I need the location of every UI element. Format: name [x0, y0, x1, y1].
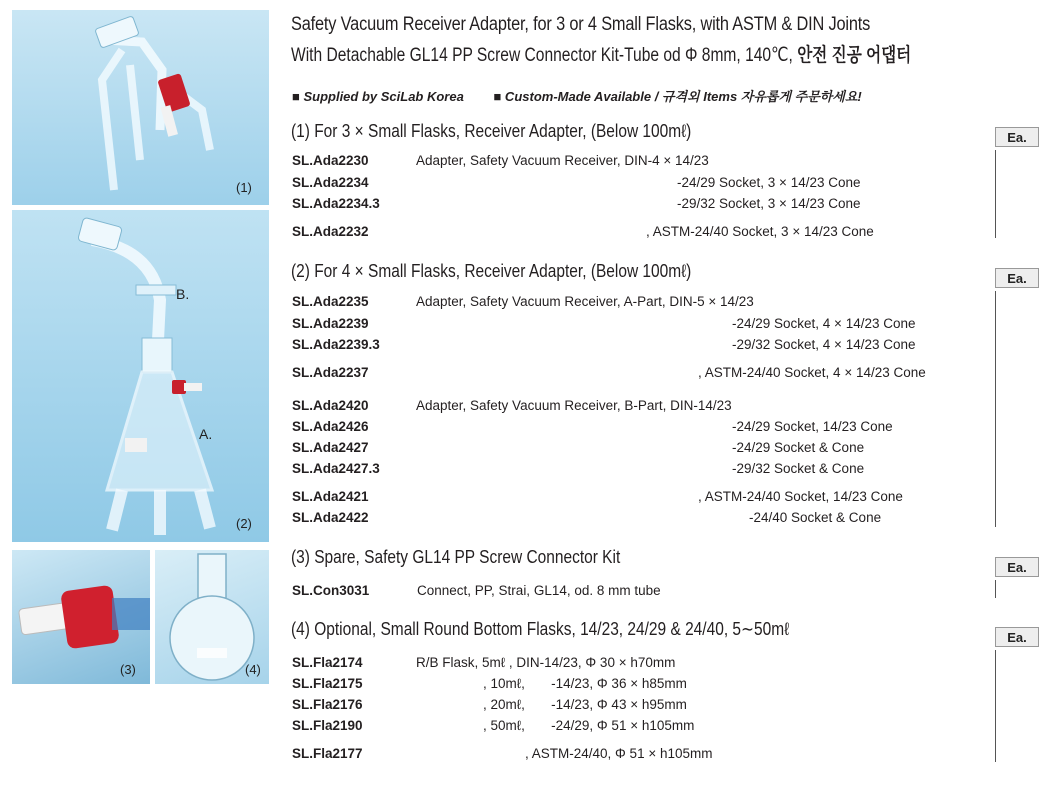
section-4-divider — [995, 650, 996, 762]
adapter-3-flask-image — [12, 10, 269, 205]
adapter-4-flask-image — [12, 210, 269, 542]
product-desc: , ASTM-24/40, Φ 51 × h105mm — [525, 746, 713, 761]
product-code: SL.Ada2234.3 — [292, 196, 380, 211]
product-code: SL.Fla2190 — [292, 718, 363, 733]
product-code: SL.Ada2421 — [292, 489, 369, 504]
section-1-divider — [995, 150, 996, 238]
note-supplier: ■ Supplied by SciLab Korea — [292, 89, 464, 104]
product-desc: -29/32 Socket & Cone — [732, 461, 865, 476]
product-desc: , 10mℓ, -14/23, Φ 36 × h85mm — [483, 676, 687, 691]
product-code: SL.Fla2174 — [292, 655, 363, 670]
product-desc: Adapter, Safety Vacuum Receiver, B-Part, DIN-14/23 — [416, 398, 732, 413]
product-desc: , 20mℓ, -14/23, Φ 43 × h95mm — [483, 697, 687, 712]
photo-1-three-flask-adapter — [12, 10, 269, 205]
section-3-divider — [995, 580, 996, 598]
product-desc: -24/29 Socket & Cone — [732, 440, 865, 455]
section-1-heading: (1) For 3 × Small Flasks, Receiver Adapter, (Below 100mℓ) — [291, 121, 692, 141]
product-desc: , ASTM-24/40 Socket, 14/23 Cone — [698, 489, 903, 504]
product-desc: , 50mℓ, -24/29, Φ 51 × h105mm — [483, 718, 695, 733]
note-custom-made: ■ Custom-Made Available / 규격외 Items 자유롭게 주문하세요! — [493, 89, 862, 104]
photo-2-tag-b: B. — [176, 286, 190, 302]
supplier-notes — [292, 86, 888, 105]
section-3-heading: (3) Spare, Safety GL14 PP Screw Connector Kit — [291, 547, 621, 567]
product-code: SL.Ada2239 — [292, 316, 369, 331]
unit-label-section-3: Ea. — [995, 557, 1039, 577]
product-code: SL.Ada2237 — [292, 365, 369, 380]
product-code: SL.Ada2239.3 — [292, 337, 380, 352]
photo-2-tag-a: A. — [199, 426, 213, 442]
product-desc: -24/29 Socket, 4 × 14/23 Cone — [732, 316, 916, 331]
product-desc: Adapter, Safety Vacuum Receiver, DIN-4 × 14/23 — [416, 153, 709, 168]
unit-label-section-1: Ea. — [995, 127, 1039, 147]
photo-2-label: (2) — [236, 516, 252, 531]
photo-1-label: (1) — [236, 180, 252, 195]
product-code: SL.Ada2427 — [292, 440, 369, 455]
product-code: SL.Ada2235 — [292, 294, 369, 309]
photo-3-screw-connector — [12, 550, 150, 684]
product-desc: -29/32 Socket, 4 × 14/23 Cone — [732, 337, 916, 352]
product-desc: , ASTM-24/40 Socket, 3 × 14/23 Cone — [646, 224, 874, 239]
photo-4-round-bottom-flask — [155, 550, 269, 684]
photo-3-label: (3) — [120, 662, 136, 677]
page-title-line-1: Safety Vacuum Receiver Adapter, for 3 or 4 Small Flasks, with ASTM & DIN Joints — [291, 14, 871, 35]
product-code: SL.Ada2232 — [292, 224, 369, 239]
product-code: SL.Fla2177 — [292, 746, 363, 761]
photo-4-label: (4) — [245, 662, 261, 677]
product-code: SL.Ada2234 — [292, 175, 369, 190]
title-korean-text: 안전 진공 어댑터 — [797, 45, 912, 66]
section-2-divider — [995, 291, 996, 527]
section-4-heading: (4) Optional, Small Round Bottom Flasks, 14/23, 24/29 & 24/40, 5∼50mℓ — [291, 619, 790, 639]
section-2-heading: (2) For 4 × Small Flasks, Receiver Adapter, (Below 100mℓ) — [291, 261, 692, 281]
product-desc: Adapter, Safety Vacuum Receiver, A-Part, DIN-5 × 14/23 — [416, 294, 754, 309]
product-code: SL.Con3031 — [292, 583, 370, 598]
product-desc: , ASTM-24/40 Socket, 4 × 14/23 Cone — [698, 365, 926, 380]
product-code: SL.Ada2426 — [292, 419, 369, 434]
title-spec-text: With Detachable GL14 PP Screw Connector Kit-Tube od Φ 8mm, 140℃, — [291, 45, 798, 66]
unit-label-section-2: Ea. — [995, 268, 1039, 288]
product-code: SL.Fla2176 — [292, 697, 363, 712]
product-desc: -24/29 Socket, 14/23 Cone — [732, 419, 893, 434]
product-desc: -24/40 Socket & Cone — [749, 510, 882, 525]
product-code: SL.Ada2230 — [292, 153, 369, 168]
product-code: SL.Ada2422 — [292, 510, 369, 525]
product-desc: -24/29 Socket, 3 × 14/23 Cone — [677, 175, 861, 190]
product-desc: R/B Flask, 5mℓ , DIN-14/23, Φ 30 × h70mm — [416, 655, 676, 670]
photo-2-four-flask-adapter — [12, 210, 269, 542]
product-code: SL.Ada2420 — [292, 398, 369, 413]
product-desc: Connect, PP, Strai, GL14, od. 8 mm tube — [417, 583, 661, 598]
page-title-line-2 — [291, 40, 911, 67]
unit-label-section-4: Ea. — [995, 627, 1039, 647]
product-desc: -29/32 Socket, 3 × 14/23 Cone — [677, 196, 861, 211]
product-code: SL.Ada2427.3 — [292, 461, 380, 476]
product-code: SL.Fla2175 — [292, 676, 363, 691]
